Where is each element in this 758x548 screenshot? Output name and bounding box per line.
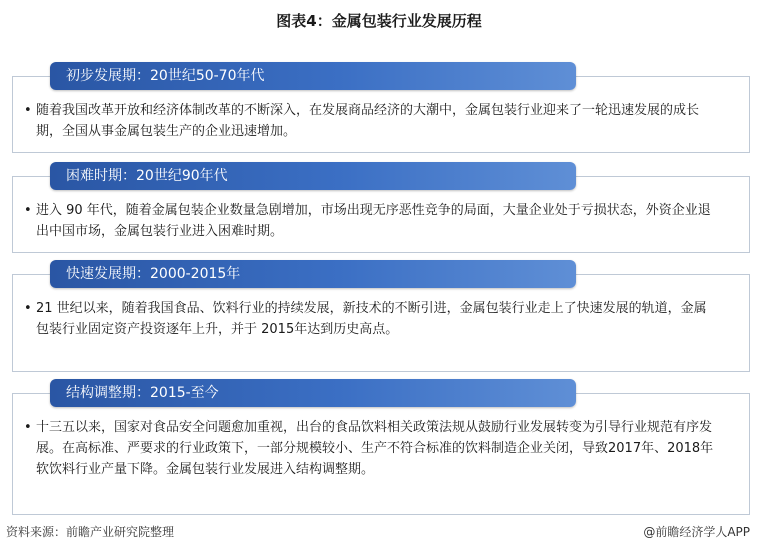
- brand-credit: @前瞻经济学人APP: [643, 525, 750, 539]
- stage-2-label: 困难时期：20世纪90年代: [66, 168, 228, 184]
- stage-4-header: [50, 379, 576, 407]
- stage-1-body: [24, 100, 718, 142]
- stage-4-label: 结构调整期：2015-至今: [66, 385, 219, 401]
- stage-3-header: [50, 260, 576, 288]
- stage-1-text: 随着我国改革开放和经济体制改革的不断深入，在发展商品经济的大潮中，金属包装行业迎来了一轮迅速发展的成长期，全国从事金属包装生产的企业迅速增加。: [36, 103, 700, 139]
- stage-2-header: [50, 162, 576, 190]
- stage-3-body: [24, 298, 718, 340]
- stage-4-bullet: •: [24, 420, 32, 435]
- stage-3-bullet: •: [24, 301, 32, 316]
- source-note: 资料来源：前瞻产业研究院整理: [6, 525, 175, 539]
- stage-1-bullet: •: [24, 103, 32, 118]
- stage-2-bullet: •: [24, 203, 32, 218]
- stage-4-body: [24, 417, 718, 480]
- stage-3-text: 21 世纪以来，随着我国食品、饮料行业的持续发展，新技术的不断引进，金属包装行业走上了快速发展的轨道，金属包装行业固定资产投资逐年上升，并于 2015年达到历史高点。: [36, 301, 707, 337]
- stage-4-text: 十三五以来，国家对食品安全问题愈加重视，出台的食品饮料相关政策法规从鼓励行业发展转变为引导行业规范有序发展。在高标准、严要求的行业政策下，一部分规模较小、生产不符合标准的饮料制造企业关闭，导致2017年、2018年软饮料行业产量下降。金属包装行业发展进入结构调整期。: [36, 420, 714, 477]
- chart-title: 图表4：金属包装行业发展历程: [276, 12, 482, 30]
- stage-1-header: [50, 62, 576, 90]
- stage-2-text: 进入 90 年代，随着金属包装企业数量急剧增加，市场出现无序恶性竞争的局面，大量企业处于亏损状态，外资企业退出中国市场，金属包装行业进入困难时期。: [36, 203, 711, 239]
- stage-3-label: 快速发展期：2000-2015年: [66, 266, 241, 282]
- stage-2-body: [24, 200, 718, 242]
- stage-1-label: 初步发展期：20世纪50-70年代: [66, 68, 265, 84]
